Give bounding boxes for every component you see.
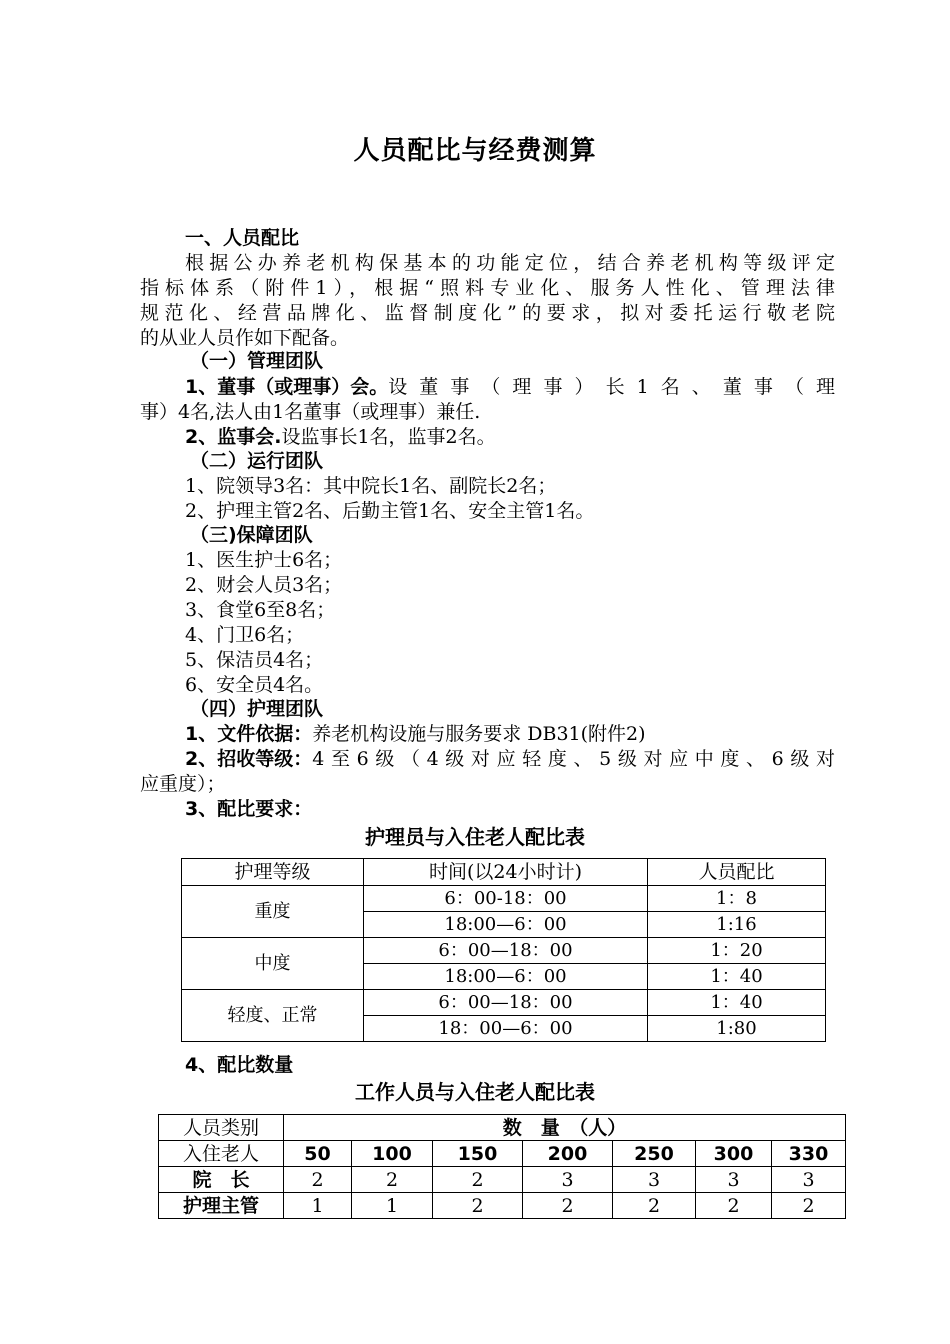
table-cell: 轻度、正常: [182, 990, 364, 1042]
paragraph-line: 应重度）；: [140, 773, 226, 795]
table-cell: 2: [433, 1193, 523, 1219]
subsection-heading: （三)保障团队: [190, 524, 313, 546]
table-cell: 2: [613, 1193, 696, 1219]
paragraph-line: [185, 375, 835, 400]
table-row: [159, 1167, 846, 1193]
table-header-cell: 时间(以24小时计): [364, 859, 648, 886]
table-cell: 2: [523, 1193, 613, 1219]
staff-ratio-table: [158, 1114, 846, 1219]
paragraph-line: [185, 747, 835, 772]
table-header-cell: 300: [696, 1141, 772, 1167]
list-item: 1、院领导3名：其中院长1名、副院长2名；: [185, 475, 557, 497]
table-cell: 1：8: [648, 886, 826, 912]
table-header-cell: 330: [772, 1141, 846, 1167]
table-header-cell: 护理等级: [182, 859, 364, 886]
table-row: [182, 938, 826, 964]
item-label: 3、配比要求：: [185, 798, 313, 820]
table-cell: 1：40: [648, 964, 826, 990]
table-cell: 3: [523, 1167, 613, 1193]
item-text: 4至6级（4级对应轻度、5级对应中度、6级对: [312, 748, 835, 770]
item-label: 2、监事会.: [185, 426, 282, 448]
table-header-cell: 人员配比: [648, 859, 826, 886]
table-header-row: [182, 859, 826, 886]
table-cell: 2: [433, 1167, 523, 1193]
list-item: 1、医生护士6名；: [185, 549, 343, 571]
table-cell: 3: [696, 1167, 772, 1193]
table-cell: 2: [696, 1193, 772, 1219]
table-cell: 18:00—6：00: [364, 912, 648, 938]
paragraph-line: [185, 722, 646, 747]
item-label: 1、董事（或理事）会。: [185, 376, 389, 398]
item-text: 养老机构设施与服务要求 DB31(附件2): [312, 723, 646, 745]
list-item: 5、保洁员4名；: [185, 649, 324, 671]
item-label: 2、招收等级：: [185, 748, 313, 770]
table-cell: 中度: [182, 938, 364, 990]
table-row: [159, 1193, 846, 1219]
table-caption: 工作人员与入住老人配比表: [355, 1080, 595, 1104]
table-cell: 院 长: [159, 1167, 284, 1193]
subsection-heading: （四）护理团队: [190, 698, 324, 720]
paragraph-line: [185, 425, 496, 450]
table-header-cell: 200: [523, 1141, 613, 1167]
paragraph-line: 根据公办养老机构保基本的功能定位，结合养老机构等级评定: [185, 252, 835, 274]
list-item: 4、门卫6名；: [185, 624, 305, 646]
table-header-cell: 150: [433, 1141, 523, 1167]
table-cell: 6：00-18：00: [364, 886, 648, 912]
paragraph-line: 的从业人员作如下配备。: [140, 327, 350, 349]
table-cell: 6：00—18：00: [364, 938, 648, 964]
table-header-cell: 250: [613, 1141, 696, 1167]
subsection-heading: （二）运行团队: [190, 450, 324, 472]
section-heading: 4、配比数量: [185, 1054, 294, 1076]
paragraph-line: 规范化、经营品牌化、监督制度化”的要求，拟对委托运行敬老院: [140, 302, 835, 324]
table-header-row: [159, 1141, 846, 1167]
table-cell: 1:80: [648, 1016, 826, 1042]
table-cell: 2: [284, 1167, 352, 1193]
table-cell: 1: [352, 1193, 433, 1219]
table-cell: 2: [772, 1193, 846, 1219]
table-cell: 3: [613, 1167, 696, 1193]
item-label: 1、文件依据：: [185, 723, 313, 745]
table-cell: 1：40: [648, 990, 826, 1016]
table-cell: 1: [284, 1193, 352, 1219]
item-text: 设董事（理事）长1名、董事（理: [388, 376, 835, 398]
table-row: [182, 990, 826, 1016]
subsection-heading: （一）管理团队: [190, 350, 324, 372]
caregiver-ratio-table: [181, 858, 826, 1042]
list-item: 3、食堂6至8名；: [185, 599, 336, 621]
page-title: 人员配比与经费测算: [353, 136, 597, 166]
table-row: [182, 886, 826, 912]
section-heading: 一、人员配比: [185, 227, 300, 249]
item-text: 设监事长1名，监事2名。: [281, 426, 496, 448]
table-header-cell: 100: [352, 1141, 433, 1167]
table-cell: 18:00—6：00: [364, 964, 648, 990]
list-item: 2、护理主管2名、后勤主管1名、安全主管1名。: [185, 500, 595, 522]
table-cell: 护理主管: [159, 1193, 284, 1219]
table-header-cell: 人员类别: [159, 1115, 284, 1141]
table-cell: 1：20: [648, 938, 826, 964]
table-caption: 护理员与入住老人配比表: [365, 825, 585, 849]
table-header-cell: 50: [284, 1141, 352, 1167]
list-item: 2、财会人员3名；: [185, 574, 343, 596]
table-cell: 6：00—18：00: [364, 990, 648, 1016]
paragraph-line: 事）4名,法人由1名董事（或理事）兼任.: [140, 401, 481, 423]
list-item: 6、安全员4名。: [185, 674, 324, 696]
table-header-cell: 数 量 （人）: [284, 1115, 846, 1141]
table-header-cell: 入住老人: [159, 1141, 284, 1167]
table-cell: 18：00—6：00: [364, 1016, 648, 1042]
paragraph-line: 指标体系（附件1），根据“照料专业化、服务人性化、管理法律: [140, 277, 835, 299]
table-cell: 3: [772, 1167, 846, 1193]
table-cell: 2: [352, 1167, 433, 1193]
table-header-row: [159, 1115, 846, 1141]
table-cell: 重度: [182, 886, 364, 938]
table-cell: 1:16: [648, 912, 826, 938]
